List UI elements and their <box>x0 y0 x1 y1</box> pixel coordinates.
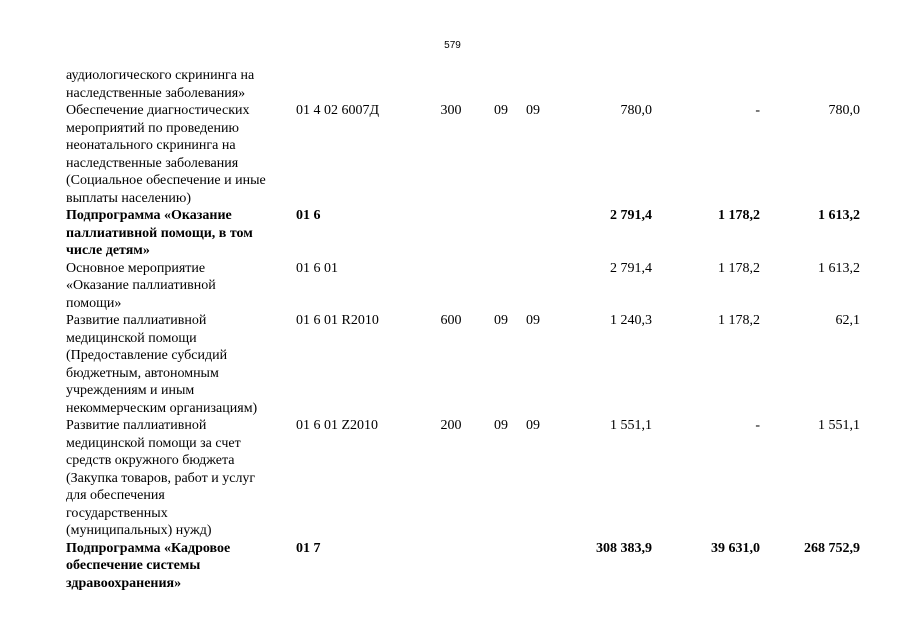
item-name <box>66 540 291 593</box>
item-name-line: бюджетным, автономным <box>66 365 219 381</box>
budget-table <box>66 67 860 592</box>
section-code: 09 <box>494 103 508 118</box>
item-name-line: Подпрограмма «Кадровое <box>66 540 231 556</box>
budget-code: 01 4 02 6007Д <box>296 103 380 118</box>
expense-type-code: 600 <box>440 313 462 328</box>
item-name-line: государственных <box>66 505 168 521</box>
item-name-line: медицинской помощи за счет <box>66 435 241 451</box>
item-name-line: наследственные заболевания» <box>66 85 246 101</box>
item-name-line: (Предоставление субсидий <box>66 348 228 363</box>
item-name-line: учреждениям и иным <box>66 383 195 398</box>
table-row <box>66 540 860 593</box>
section-code: 09 <box>494 418 508 433</box>
district-amount: 268 752,9 <box>804 540 860 556</box>
item-name-line: здравоохранения» <box>66 575 182 591</box>
table-row <box>66 102 860 207</box>
item-name-line: мероприятий по проведению <box>66 120 239 136</box>
total-amount: 1 551,1 <box>610 418 652 433</box>
item-name-line: числе детям» <box>66 243 150 258</box>
table-row <box>66 312 860 417</box>
item-name-line: паллиативной помощи, в том <box>66 225 253 241</box>
subsection-code: 09 <box>526 103 540 118</box>
federal-amount: 39 631,0 <box>711 540 760 556</box>
budget-code: 01 6 01 R2010 <box>296 313 379 328</box>
item-name-line: (Социальное обеспечение и иные <box>66 173 266 188</box>
item-name-line: (Закупка товаров, работ и услуг <box>66 470 256 486</box>
district-amount: 1 551,1 <box>818 418 860 433</box>
subsection-code: 09 <box>526 313 540 328</box>
item-name-line: медицинской помощи <box>66 330 197 346</box>
table-row <box>66 67 860 102</box>
item-name <box>66 260 291 313</box>
item-name-line: некоммерческим организациям) <box>66 400 258 416</box>
federal-amount: - <box>755 103 760 118</box>
district-amount: 1 613,2 <box>818 208 860 223</box>
item-name <box>66 67 291 102</box>
item-name-line: средств окружного бюджета <box>66 453 235 468</box>
table-row <box>66 417 860 540</box>
district-amount: 1 613,2 <box>818 260 860 276</box>
total-amount: 1 240,3 <box>610 313 652 328</box>
item-name-line: обеспечение системы <box>66 558 201 573</box>
item-name <box>66 207 291 260</box>
total-amount: 2 791,4 <box>610 260 652 276</box>
table-row <box>66 207 860 260</box>
budget-code: 01 6 <box>296 208 321 223</box>
total-amount: 308 383,9 <box>596 540 652 556</box>
section-code: 09 <box>494 313 508 328</box>
budget-code: 01 6 01 <box>296 260 338 276</box>
district-amount: 780,0 <box>828 103 860 118</box>
federal-amount: 1 178,2 <box>718 313 760 328</box>
item-name <box>66 312 291 417</box>
item-name-line: неонатального скрининга на <box>66 138 236 153</box>
budget-code: 01 6 01 Z2010 <box>296 418 379 433</box>
item-name-line: Развитие паллиативной <box>66 313 207 328</box>
expense-type-code: 300 <box>440 103 462 118</box>
item-name-line: аудиологического скрининга на <box>66 68 255 83</box>
item-name-line: помощи» <box>66 295 122 311</box>
budget-code: 01 7 <box>296 540 321 556</box>
item-name <box>66 102 291 207</box>
item-name-line: Основное мероприятие <box>66 260 206 276</box>
item-name-line: для обеспечения <box>66 488 165 503</box>
total-amount: 780,0 <box>620 103 652 118</box>
federal-amount: - <box>755 418 760 433</box>
subsection-code: 09 <box>526 418 540 433</box>
item-name-line: Развитие паллиативной <box>66 418 207 433</box>
federal-amount: 1 178,2 <box>718 208 760 223</box>
expense-type-code: 200 <box>440 418 462 433</box>
total-amount: 2 791,4 <box>610 208 652 223</box>
item-name-line: (муниципальных) нужд) <box>66 523 212 538</box>
item-name-line: выплаты населению) <box>66 190 191 206</box>
item-name <box>66 417 291 540</box>
district-amount: 62,1 <box>835 313 860 328</box>
federal-amount: 1 178,2 <box>718 260 760 276</box>
item-name-line: наследственные заболевания <box>66 155 239 171</box>
item-name-line: «Оказание паллиативной <box>66 278 216 293</box>
table-row <box>66 260 860 313</box>
item-name-line: Обеспечение диагностических <box>66 103 250 118</box>
item-name-line: Подпрограмма «Оказание <box>66 208 232 223</box>
page-number: 579 <box>444 40 461 51</box>
